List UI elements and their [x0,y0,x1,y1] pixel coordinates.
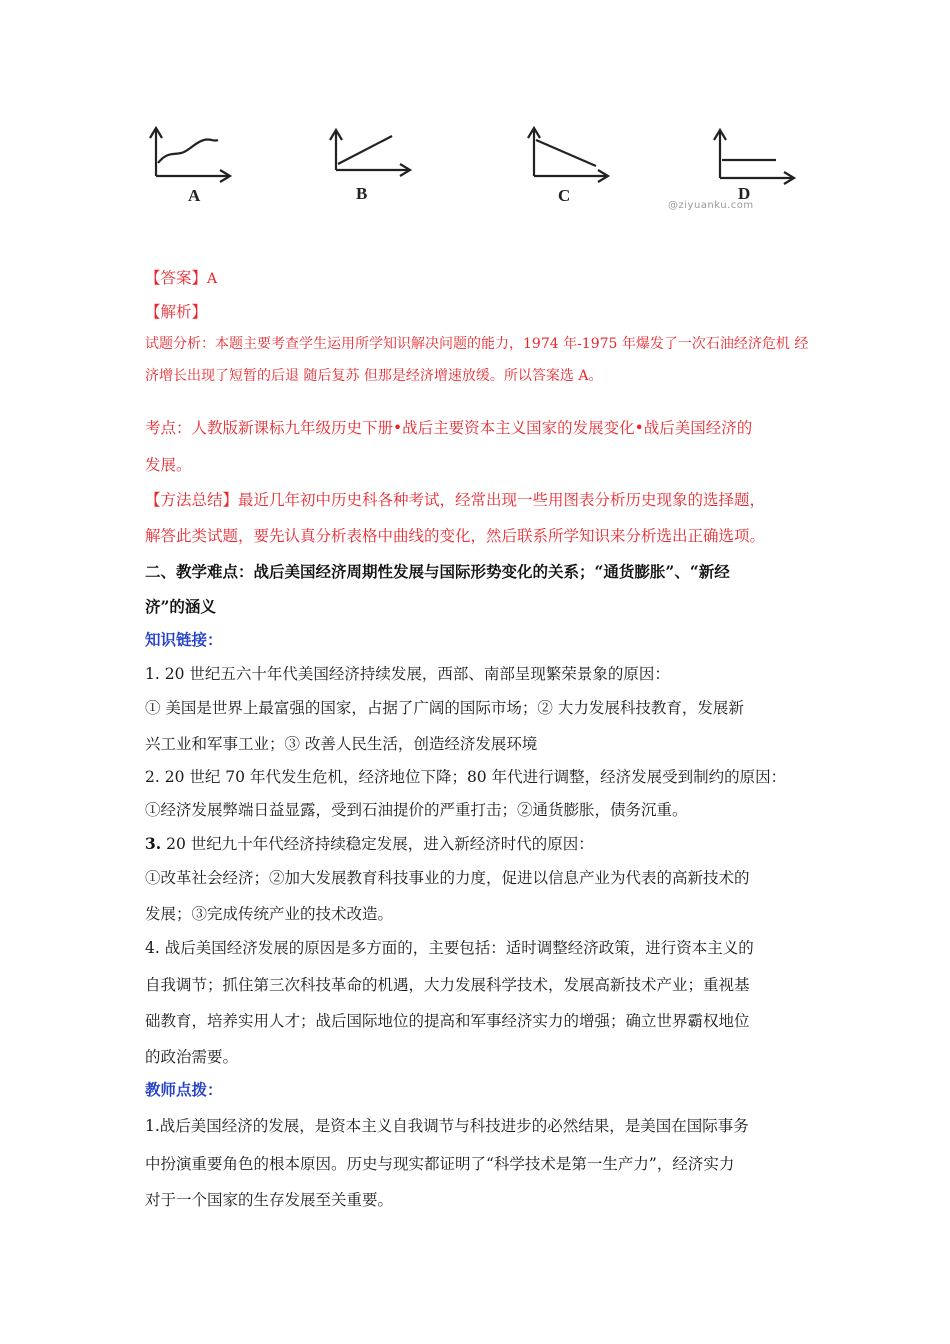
knowledge-p3b: 发展；③完成传统产业的技术改造。 [145,905,394,923]
figure-label-c: C [558,186,571,205]
graph-b [330,130,410,176]
answer-line [145,268,217,289]
knowledge-p1b: 兴工业和军事工业；③ 改善人民生活，创造经济发展环境 [145,735,538,753]
method-bracket: 【方法总结】 [145,491,239,509]
analysis-line-2: 济增长出现了短暂的后退 随后复苏 但那是经济增速放缓。所以答案选 A。 [145,368,603,384]
teacher-heading: 教师点拨： [145,1080,223,1099]
section2-title-line-1: 二、教学难点：战后美国经济周期性发展与国际形势变化的关系；“通货膨胀”、“新经 [145,562,730,581]
figure-label-d: D [738,184,751,203]
option-figures [140,118,820,218]
analysis-line-1: 试题分析：本题主要考查学生运用所学知识解决问题的能力，1974 年-1975 年爆发了一次石油经济危机 经 [145,336,809,352]
knowledge-p3-text: 20 世纪九十年代经济持续稳定发展，进入新经济时代的原因： [161,835,594,853]
knowledge-p2: 2. 20 世纪 70 年代发生危机，经济地位下降；80 年代进行调整，经济发展受到制约的原因： [145,768,787,786]
teacher-p1a: 中扮演重要角色的根本原因。历史与现实都证明了“科学技术是第一生产力”，经济实力 [145,1155,735,1173]
knowledge-p4a: 自我调节；抓住第三次科技革命的机遇，大力发展科学技术，发展高新技术产业；重视基 [145,976,750,994]
analysis-heading: 【解析】 [145,303,208,321]
method-line-2: 解答此类试题，要先认真分析表格中曲线的变化，然后联系所学知识来分析选出正确选项。 [145,527,766,545]
figure-label-a: A [188,186,201,205]
teacher-p1b: 对于一个国家的生存发展至关重要。 [145,1191,394,1209]
graph-a [150,128,230,182]
method-text: 最近几年初中历史科各种考试，经常出现一些用图表分析历史现象的选择题， [238,491,766,509]
knowledge-p4b: 础教育，培养实用人才；战后国际地位的提高和军事经济实力的增强；确立世界霸权地位 [145,1012,750,1030]
graph-c [528,128,608,182]
kaodian-line-1: 考点：人教版新课标九年级历史下册•战后主要资本主义国家的发展变化•战后美国经济的 [145,419,753,437]
answer-bracket: 【答案】 [145,269,208,287]
figure-label-b: B [356,184,368,203]
teacher-p1: 1.战后美国经济的发展，是资本主义自我调节与科技进步的必然结果，是美国在国际事务 [145,1117,749,1135]
kaodian-line-2: 发展。 [145,456,192,474]
graph-d [714,130,794,184]
knowledge-p2a: ①经济发展弊端日益显露，受到石油提价的严重打击；②通货膨胀，债务沉重。 [145,801,688,819]
method-line-1 [145,490,765,510]
knowledge-p3-number: 3. [145,834,162,853]
knowledge-p3 [145,834,594,854]
watermark-ziyuanku: @ziyuanku.com [668,200,754,211]
knowledge-heading: 知识链接： [145,630,223,649]
knowledge-p4: 4. 战后美国经济发展的原因是多方面的，主要包括：适时调整经济政策，进行资本主义的 [145,939,754,957]
knowledge-p1: 1. 20 世纪五六十年代美国经济持续发展，西部、南部呈现繁荣景象的原因： [145,665,670,683]
knowledge-p1a: ① 美国是世界上最富强的国家，占据了广阔的国际市场；② 大力发展科技教育，发展新 [145,699,744,717]
knowledge-p3a: ①改革社会经济；②加大发展教育科技事业的力度，促进以信息产业为代表的高新技术的 [145,869,750,887]
section2-title-line-2: 济”的涵义 [145,597,216,616]
answer-value: A [207,271,218,287]
knowledge-p4c: 的政治需要。 [145,1048,239,1066]
